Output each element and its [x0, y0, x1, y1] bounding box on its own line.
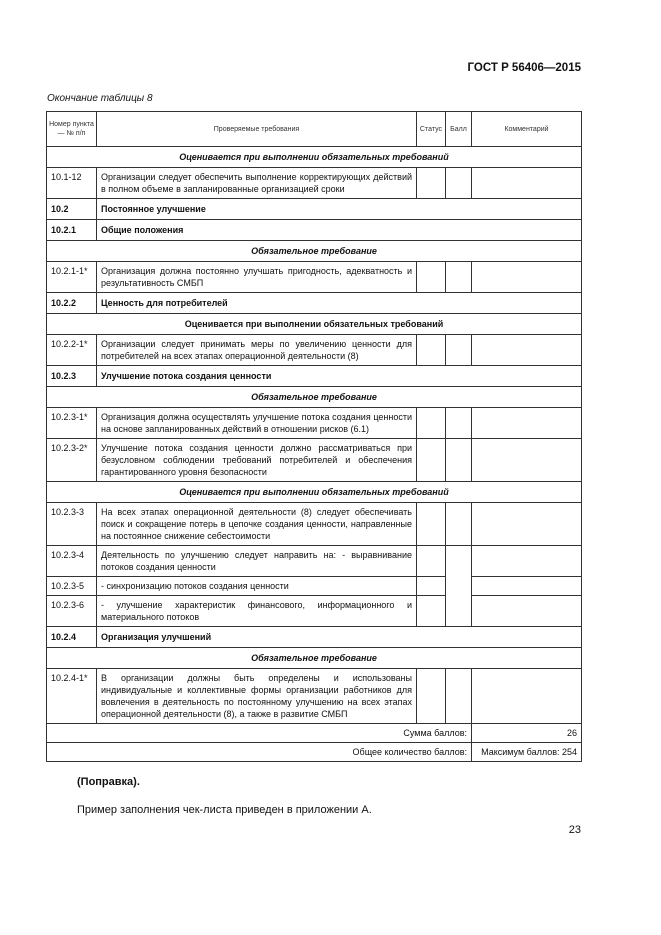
score-cell [446, 546, 472, 627]
status-cell [417, 669, 446, 724]
table-row [47, 408, 582, 439]
row-requirement: В организации должны быть определены и использованы индивидуальные и коллективные формы организации работников для вовлечения в деятельность по постоянному улучшению на всех этапах операционной деятельности (8), а также в развитие СМБП [97, 669, 417, 724]
span-cell: Оценивается при выполнении обязательных требований [47, 314, 582, 335]
comment-cell [472, 439, 582, 482]
score-cell [446, 408, 472, 439]
status-cell [417, 503, 446, 546]
row-number: 10.2.2-1* [47, 335, 97, 366]
row-requirement: Организация должна осуществлять улучшение потока создания ценности на основе запланированных действий в отношении рисков (6.1) [97, 408, 417, 439]
score-cell [446, 439, 472, 482]
span-cell: Обязательное требование [47, 648, 582, 669]
row-requirement: - синхронизацию потоков создания ценности [97, 577, 417, 596]
section-number: 10.2.3 [47, 366, 97, 387]
sum-row [47, 724, 582, 743]
comment-cell [472, 503, 582, 546]
comment-cell [472, 262, 582, 293]
span-cell: Оценивается при выполнении обязательных требований [47, 147, 582, 168]
comment-cell [472, 408, 582, 439]
section-number: 10.2.1 [47, 220, 97, 241]
span-cell: Обязательное требование [47, 241, 582, 262]
comment-cell [472, 596, 582, 627]
table-row [47, 262, 582, 293]
table-row [47, 596, 582, 627]
header-score: Балл [446, 112, 472, 147]
table-row [47, 439, 582, 482]
span-cell: Обязательное требование [47, 387, 582, 408]
row-number: 10.2.3-5 [47, 577, 97, 596]
sum-value: 26 [472, 724, 582, 743]
span-row [47, 648, 582, 669]
row-number: 10.2.3-4 [47, 546, 97, 577]
document-code: ГОСТ Р 56406—2015 [467, 62, 581, 74]
score-cell [446, 335, 472, 366]
header-requirements: Проверяемые требования [97, 112, 417, 147]
section-title: Организация улучшений [97, 627, 582, 648]
table-row [47, 546, 582, 577]
header-number: Номер пункта — № п/п [47, 112, 97, 147]
span-row [47, 314, 582, 335]
row-number: 10.2.4-1* [47, 669, 97, 724]
table-row [47, 168, 582, 199]
score-cell [446, 669, 472, 724]
section-row [47, 627, 582, 648]
span-cell: Оценивается при выполнении обязательных требований [47, 482, 582, 503]
row-number: 10.2.3-6 [47, 596, 97, 627]
total-value: Максимум баллов: 254 [472, 743, 582, 762]
status-cell [417, 577, 446, 596]
score-cell [446, 168, 472, 199]
score-cell [446, 503, 472, 546]
table-row [47, 669, 582, 724]
table-row [47, 503, 582, 546]
total-row [47, 743, 582, 762]
status-cell [417, 335, 446, 366]
status-cell [417, 262, 446, 293]
span-row [47, 241, 582, 262]
table-row [47, 335, 582, 366]
table-row [47, 577, 582, 596]
section-row [47, 293, 582, 314]
section-number: 10.2.2 [47, 293, 97, 314]
score-cell [446, 262, 472, 293]
span-row [47, 387, 582, 408]
span-row [47, 482, 582, 503]
requirements-table [46, 111, 582, 762]
row-requirement: Организации следует обеспечить выполнение корректирующих действий в полном объеме в запланированные организацией сроки [97, 168, 417, 199]
status-cell [417, 596, 446, 627]
header-comment: Комментарий [472, 112, 582, 147]
status-cell [417, 546, 446, 577]
table-caption: Окончание таблицы 8 [47, 93, 153, 104]
header-status: Статус [417, 112, 446, 147]
comment-cell [472, 669, 582, 724]
section-title: Постоянное улучшение [97, 199, 582, 220]
row-requirement: Организация должна постоянно улучшать пригодность, адекватность и результативность СМБП [97, 262, 417, 293]
row-requirement: Деятельность по улучшению следует направить на: - выравнивание потоков создания ценности [97, 546, 417, 577]
example-reference: Пример заполнения чек-листа приведен в приложении А. [77, 804, 372, 816]
row-requirement: На всех этапах операционной деятельности (8) следует обеспечивать поиск и сокращение потерь в цепочке создания ценности, направленные на постоянное снижение себестоимости [97, 503, 417, 546]
sum-label: Сумма баллов: [47, 724, 472, 743]
section-number: 10.2 [47, 199, 97, 220]
table-header-row [47, 112, 582, 147]
comment-cell [472, 577, 582, 596]
section-number: 10.2.4 [47, 627, 97, 648]
row-requirement: Улучшение потока создания ценности должно рассматриваться при безусловном соблюдении требований потребителей и обеспечения гарантированного уровня безопасности [97, 439, 417, 482]
comment-cell [472, 546, 582, 577]
page-number: 23 [568, 824, 581, 836]
section-row [47, 366, 582, 387]
status-cell [417, 168, 446, 199]
comment-cell [472, 168, 582, 199]
section-title: Ценность для потребителей [97, 293, 582, 314]
status-cell [417, 408, 446, 439]
row-requirement: Организации следует принимать меры по увеличению ценности для потребителей на всех этапах операционной деятельности (8) [97, 335, 417, 366]
row-number: 10.1-12 [47, 168, 97, 199]
section-row [47, 220, 582, 241]
row-number: 10.2.3-3 [47, 503, 97, 546]
section-row [47, 199, 582, 220]
comment-cell [472, 335, 582, 366]
row-number: 10.2.1-1* [47, 262, 97, 293]
row-number: 10.2.3-2* [47, 439, 97, 482]
row-number: 10.2.3-1* [47, 408, 97, 439]
correction-note: (Поправка). [77, 776, 140, 788]
total-label: Общее количество баллов: [47, 743, 472, 762]
section-title: Улучшение потока создания ценности [97, 366, 582, 387]
span-row [47, 147, 582, 168]
status-cell [417, 439, 446, 482]
section-title: Общие положения [97, 220, 582, 241]
row-requirement: - улучшение характеристик финансового, информационного и материального потоков [97, 596, 417, 627]
